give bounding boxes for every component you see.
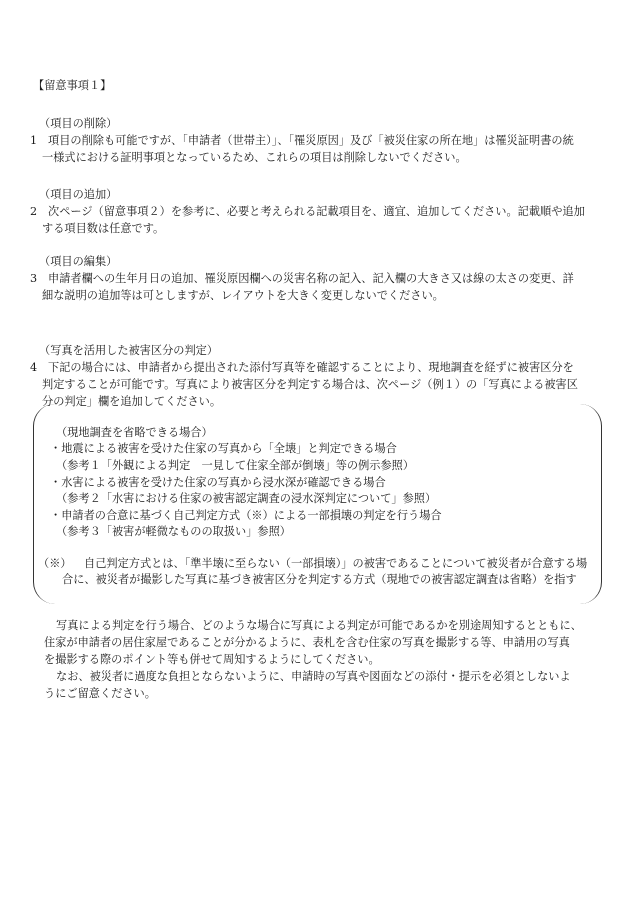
notes-heading: 【留意事項１】 xyxy=(33,79,112,92)
section-1-line-1 xyxy=(30,133,574,150)
box-note-line-1: 自己判定方式とは、「準半壊に至らない（一部損壊）」の被害であることについて被災者が合意する場 xyxy=(84,557,588,570)
box-bullet-1: ・地震による被害を受けた住家の写真から「全壊」と判定できる場合 xyxy=(50,442,397,455)
closing-line-4: なお、被災者に過度な負担とならないように、申請時の写真や図面などの添付・提示を必須としないよ xyxy=(56,670,571,683)
box-bullet-1-ref: （参考１「外観による判定 一見して住家全部が倒壊」等の例示参照） xyxy=(56,459,415,472)
box-note-mark: （※） xyxy=(38,557,72,570)
section-2-line-2: する項目数は任意です。 xyxy=(42,222,165,235)
section-3-line-2: 細な説明の追加等は可としますが、レイアウトを大きく変更しないでください。 xyxy=(42,289,444,302)
closing-line-5: うにご留意ください。 xyxy=(44,687,156,700)
closing-line-2: 住家が申請者の居住家屋であることが分かるように、表札を含む住家の写真を撮影する等、申請用の写真 xyxy=(44,636,570,649)
section-2-text-1: 次ページ（留意事項２）を参考に、必要と考えられる記載項目を、適宜、追加してください。記載順や追加 xyxy=(48,205,585,218)
section-4-subtitle: （写真を活用した被害区分の判定） xyxy=(39,344,219,357)
closing-line-1: 写真による判定を行う場合、どのような場合に写真による判定が可能であるかを別途周知するとともに、 xyxy=(56,619,582,632)
box-bullet-2: ・水害による被害を受けた住家の写真から浸水深が確認できる場合 xyxy=(50,476,386,489)
section-4-line-2: 判定することが可能です。写真により被害区分を判定する場合は、次ページ（例１）の「写真による被害区 xyxy=(42,378,578,391)
section-2-subtitle: （項目の追加） xyxy=(39,188,118,201)
section-3-subtitle: （項目の編集） xyxy=(39,255,118,268)
box-bullet-2-ref: （参考２「水害における住家の被害認定調査の浸水深判定について」参照） xyxy=(56,492,437,505)
section-1-subtitle: （項目の削除） xyxy=(39,117,118,130)
box-title: （現地調査を省略できる場合） xyxy=(56,426,213,439)
section-2-number: 2 xyxy=(30,205,38,218)
section-3-line-1 xyxy=(30,271,574,288)
section-2-line-1 xyxy=(30,204,585,221)
section-1-number: 1 xyxy=(30,134,38,147)
section-4-line-3: 分の判定」欄を追加してください。 xyxy=(42,395,222,408)
section-4-line-1 xyxy=(30,360,574,377)
box-bullet-3-ref: （参考３「被害が軽微なものの取扱い」参照） xyxy=(56,525,291,538)
box-bullet-3: ・申請者の合意に基づく自己判定方式（※）による一部損壊の判定を行う場合 xyxy=(50,509,442,522)
section-4-number: 4 xyxy=(30,361,38,374)
section-3-text-1: 申請者欄への生年月日の追加、罹災原因欄への災害名称の記入、記入欄の大きさ又は線の太さの変更、詳 xyxy=(48,272,574,285)
section-1-line-2: 一様式における証明事項となっているため、これらの項目は削除しないでください。 xyxy=(42,151,467,164)
section-1-text-1: 項目の削除も可能ですが、「申請者（世帯主）」、「罹災原因」及び「被災住家の所在地」は罹災証明書の統 xyxy=(48,134,574,147)
section-3-number: 3 xyxy=(30,272,38,285)
closing-line-3: を撮影する際のポイント等も併せて周知するようにしてください。 xyxy=(44,653,380,666)
section-4-text-1: 下記の場合には、申請者から提出された添付写真等を確認することにより、現地調査を経ずに被害区分を xyxy=(48,361,574,374)
box-note-line-2: 合に、被災者が撮影した写真に基づき被害区分を判定する方式（現地での被害認定調査は省略）を指す xyxy=(62,573,577,586)
